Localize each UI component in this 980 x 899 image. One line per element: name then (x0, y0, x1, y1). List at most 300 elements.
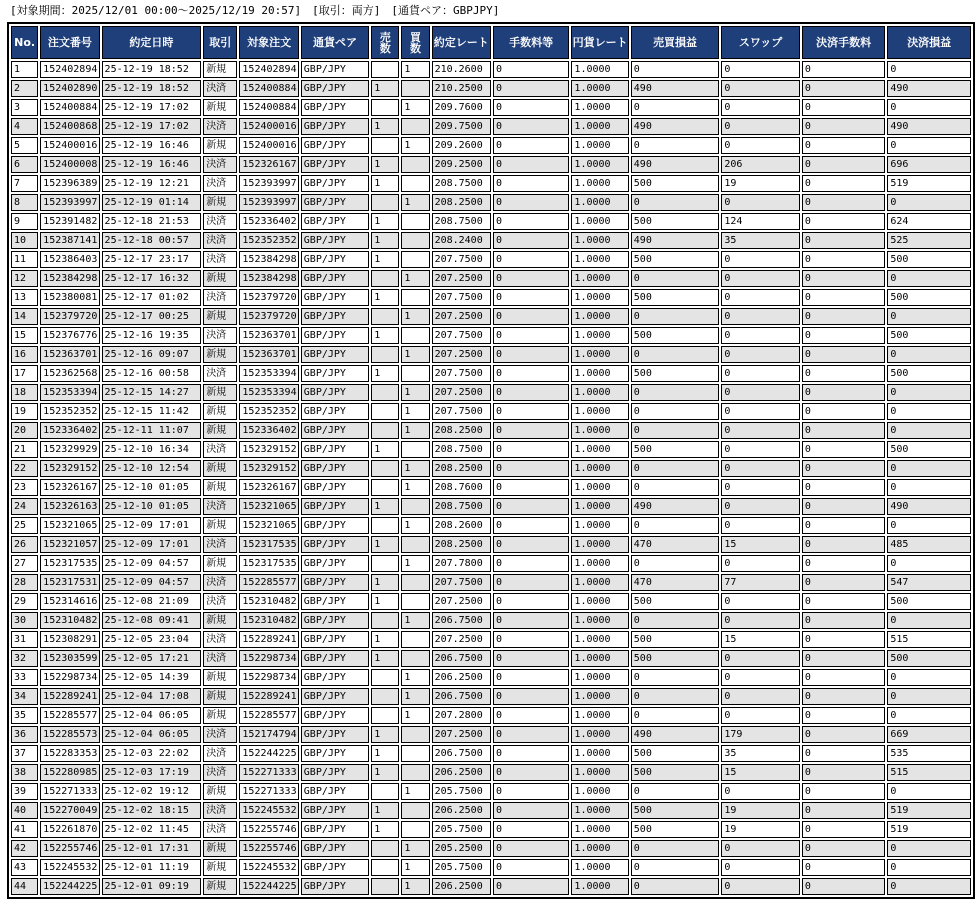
col-fee-cell: 0 (493, 555, 569, 572)
col-currency-pair-cell: GBP/JPY (301, 213, 369, 230)
col-trade-type-cell: 新規 (203, 194, 237, 211)
col-no-cell: 10 (11, 232, 38, 249)
col-settlement-pl-cell: 525 (887, 232, 971, 249)
col-sell-qty-cell: 1 (371, 631, 399, 648)
col-trade-type-cell: 決済 (203, 232, 237, 249)
col-settlement-fee-cell: 0 (802, 821, 886, 838)
col-settlement-fee-cell: 0 (802, 289, 886, 306)
col-swap-cell: 206 (721, 156, 800, 173)
col-exec-datetime-cell: 25-12-16 19:35 (102, 327, 202, 344)
col-exec-rate-cell: 206.7500 (432, 650, 491, 667)
col-settlement-pl-cell: 519 (887, 175, 971, 192)
col-sell-qty-cell: 1 (371, 802, 399, 819)
col-trade-type-cell: 新規 (203, 308, 237, 325)
col-trade-type-cell: 決済 (203, 175, 237, 192)
col-no-cell: 21 (11, 441, 38, 458)
col-exec-datetime-cell: 25-12-09 04:57 (102, 555, 202, 572)
col-target-order-cell: 152400884 (239, 80, 298, 97)
col-order-number-cell: 152391482 (40, 213, 99, 230)
col-swap-cell: 15 (721, 536, 800, 553)
col-no-cell: 17 (11, 365, 38, 382)
table-row (11, 251, 971, 268)
col-jpy-rate-cell: 1.0000 (571, 650, 628, 667)
col-exec-rate-cell: 207.2500 (432, 593, 491, 610)
col-exec-rate-cell: 205.7500 (432, 783, 491, 800)
table-row (11, 669, 971, 686)
col-trade-type-header: 取引 (203, 26, 237, 59)
col-order-number-cell: 152321057 (40, 536, 99, 553)
table-row (11, 308, 971, 325)
col-settlement-fee-cell: 0 (802, 137, 886, 154)
col-swap-cell: 0 (721, 441, 800, 458)
col-trade-pl-cell: 0 (631, 688, 720, 705)
col-exec-datetime-cell: 25-12-17 23:17 (102, 251, 202, 268)
col-sell-qty-cell: 1 (371, 536, 399, 553)
col-fee-cell: 0 (493, 460, 569, 477)
col-settlement-fee-cell: 0 (802, 156, 886, 173)
col-trade-type-cell: 新規 (203, 707, 237, 724)
col-settlement-fee-cell: 0 (802, 422, 886, 439)
col-trade-pl-cell: 470 (631, 574, 720, 591)
col-exec-rate-cell: 206.2500 (432, 669, 491, 686)
table-row (11, 593, 971, 610)
col-no-cell: 30 (11, 612, 38, 629)
col-jpy-rate-cell: 1.0000 (571, 289, 628, 306)
col-target-order-cell: 152402894 (239, 61, 298, 78)
col-no-cell: 4 (11, 118, 38, 135)
col-exec-datetime-cell: 25-12-08 09:41 (102, 612, 202, 629)
col-jpy-rate-cell: 1.0000 (571, 137, 628, 154)
col-target-order-cell: 152353394 (239, 384, 298, 401)
col-trade-type-cell: 新規 (203, 840, 237, 857)
col-currency-pair-cell: GBP/JPY (301, 289, 369, 306)
table-row (11, 517, 971, 534)
col-buy-qty-cell (401, 821, 429, 838)
col-exec-rate-cell: 208.2600 (432, 517, 491, 534)
col-sell-qty-cell: 1 (371, 251, 399, 268)
col-settlement-pl-cell: 669 (887, 726, 971, 743)
col-exec-datetime-cell: 25-12-19 01:14 (102, 194, 202, 211)
col-trade-pl-cell: 0 (631, 194, 720, 211)
col-order-number-cell: 152400016 (40, 137, 99, 154)
col-swap-cell: 0 (721, 593, 800, 610)
col-exec-rate-cell: 207.2500 (432, 270, 491, 287)
col-settlement-pl-cell: 500 (887, 327, 971, 344)
col-buy-qty-cell: 1 (401, 707, 429, 724)
col-currency-pair-cell: GBP/JPY (301, 460, 369, 477)
col-settlement-pl-cell: 519 (887, 821, 971, 838)
col-exec-rate-cell: 206.7500 (432, 688, 491, 705)
col-target-order-cell: 152174794 (239, 726, 298, 743)
col-target-order-cell: 152393997 (239, 175, 298, 192)
col-target-order-cell: 152329152 (239, 441, 298, 458)
col-target-order-cell: 152379720 (239, 289, 298, 306)
col-jpy-rate-cell: 1.0000 (571, 365, 628, 382)
col-swap-cell: 0 (721, 517, 800, 534)
col-exec-datetime-cell: 25-12-09 17:01 (102, 536, 202, 553)
table-row (11, 441, 971, 458)
col-exec-rate-cell: 208.2500 (432, 460, 491, 477)
col-trade-type-cell: 新規 (203, 346, 237, 363)
col-no-cell: 3 (11, 99, 38, 116)
col-currency-pair-cell: GBP/JPY (301, 688, 369, 705)
col-settlement-pl-cell: 0 (887, 878, 971, 895)
col-swap-cell: 124 (721, 213, 800, 230)
col-no-cell: 41 (11, 821, 38, 838)
col-buy-qty-cell: 1 (401, 859, 429, 876)
col-order-number-cell: 152329152 (40, 460, 99, 477)
col-exec-rate-cell: 206.2500 (432, 802, 491, 819)
col-order-number-cell: 152245532 (40, 859, 99, 876)
col-sell-qty-cell (371, 61, 399, 78)
col-order-number-cell: 152363701 (40, 346, 99, 363)
col-trade-pl-cell: 490 (631, 726, 720, 743)
col-settlement-fee-cell: 0 (802, 783, 886, 800)
col-no-cell: 42 (11, 840, 38, 857)
col-trade-type-cell: 新規 (203, 783, 237, 800)
col-settlement-fee-cell: 0 (802, 764, 886, 781)
table-row (11, 726, 971, 743)
col-fee-cell: 0 (493, 308, 569, 325)
col-target-order-cell: 152393997 (239, 194, 298, 211)
col-exec-rate-cell: 206.7500 (432, 745, 491, 762)
col-target-order-cell: 152400884 (239, 99, 298, 116)
col-settlement-fee-cell: 0 (802, 612, 886, 629)
col-buy-qty-cell (401, 593, 429, 610)
col-exec-rate-cell: 208.2500 (432, 536, 491, 553)
col-trade-pl-cell: 0 (631, 460, 720, 477)
col-trade-pl-cell: 0 (631, 707, 720, 724)
col-fee-cell: 0 (493, 612, 569, 629)
col-target-order-cell: 152245532 (239, 859, 298, 876)
table-row (11, 555, 971, 572)
col-buy-qty-cell: 1 (401, 99, 429, 116)
col-settlement-pl-cell: 0 (887, 61, 971, 78)
col-exec-rate-cell: 207.2800 (432, 707, 491, 724)
col-swap-cell: 0 (721, 422, 800, 439)
table-body (11, 61, 971, 895)
col-target-order-header: 対象注文 (239, 26, 298, 59)
col-buy-qty-cell: 1 (401, 517, 429, 534)
col-settlement-pl-cell: 0 (887, 783, 971, 800)
col-swap-cell: 0 (721, 61, 800, 78)
col-sell-qty-cell: 1 (371, 574, 399, 591)
col-buy-qty-cell (401, 80, 429, 97)
col-fee-cell: 0 (493, 745, 569, 762)
col-swap-cell: 0 (721, 669, 800, 686)
col-jpy-rate-cell: 1.0000 (571, 498, 628, 515)
col-fee-cell: 0 (493, 61, 569, 78)
col-fee-cell: 0 (493, 270, 569, 287)
col-currency-pair-cell: GBP/JPY (301, 764, 369, 781)
col-buy-qty-cell: 1 (401, 194, 429, 211)
col-trade-type-cell: 決済 (203, 631, 237, 648)
col-swap-cell: 0 (721, 80, 800, 97)
col-target-order-cell: 152317535 (239, 536, 298, 553)
col-trade-pl-cell: 0 (631, 479, 720, 496)
col-jpy-rate-cell: 1.0000 (571, 574, 628, 591)
col-settlement-pl-cell: 0 (887, 688, 971, 705)
col-target-order-cell: 152317535 (239, 555, 298, 572)
col-jpy-rate-cell: 1.0000 (571, 612, 628, 629)
col-order-number-cell: 152386403 (40, 251, 99, 268)
col-target-order-cell: 152363701 (239, 346, 298, 363)
col-settlement-pl-cell: 624 (887, 213, 971, 230)
col-buy-qty-cell: 1 (401, 403, 429, 420)
col-target-order-cell: 152289241 (239, 688, 298, 705)
col-exec-rate-cell: 210.2500 (432, 80, 491, 97)
col-buy-qty-cell (401, 327, 429, 344)
col-sell-qty-cell (371, 384, 399, 401)
col-currency-pair-cell: GBP/JPY (301, 498, 369, 515)
col-exec-rate-cell: 209.7600 (432, 99, 491, 116)
col-buy-qty-cell: 1 (401, 840, 429, 857)
col-sell-qty-cell (371, 99, 399, 116)
table-row (11, 574, 971, 591)
col-jpy-rate-cell: 1.0000 (571, 422, 628, 439)
col-exec-datetime-cell: 25-12-17 16:32 (102, 270, 202, 287)
col-no-cell: 5 (11, 137, 38, 154)
col-no-cell: 15 (11, 327, 38, 344)
col-trade-pl-cell: 500 (631, 327, 720, 344)
col-swap-cell: 0 (721, 251, 800, 268)
col-settlement-fee-cell: 0 (802, 745, 886, 762)
col-trade-pl-cell: 490 (631, 80, 720, 97)
col-buy-qty-cell (401, 764, 429, 781)
col-fee-cell: 0 (493, 764, 569, 781)
col-exec-datetime-cell: 25-12-18 00:57 (102, 232, 202, 249)
table-row (11, 118, 971, 135)
col-target-order-cell: 152245532 (239, 802, 298, 819)
col-jpy-rate-cell: 1.0000 (571, 802, 628, 819)
col-exec-rate-cell: 205.2500 (432, 840, 491, 857)
col-exec-datetime-cell: 25-12-10 16:34 (102, 441, 202, 458)
col-trade-pl-cell: 500 (631, 251, 720, 268)
col-trade-pl-cell: 0 (631, 346, 720, 363)
col-currency-pair-cell: GBP/JPY (301, 403, 369, 420)
col-sell-qty-cell (371, 460, 399, 477)
col-no-cell: 33 (11, 669, 38, 686)
col-exec-rate-cell: 205.7500 (432, 821, 491, 838)
col-exec-datetime-cell: 25-12-09 04:57 (102, 574, 202, 591)
col-exec-datetime-cell: 25-12-02 18:15 (102, 802, 202, 819)
col-trade-pl-cell: 500 (631, 175, 720, 192)
col-fee-cell: 0 (493, 479, 569, 496)
table-row (11, 175, 971, 192)
table-header-row (11, 26, 971, 59)
col-no-cell: 2 (11, 80, 38, 97)
col-jpy-rate-cell: 1.0000 (571, 270, 628, 287)
col-buy-qty-cell (401, 745, 429, 762)
col-currency-pair-cell: GBP/JPY (301, 232, 369, 249)
col-sell-qty-cell (371, 840, 399, 857)
col-currency-pair-cell: GBP/JPY (301, 80, 369, 97)
col-swap-cell: 15 (721, 631, 800, 648)
col-order-number-cell: 152329929 (40, 441, 99, 458)
col-exec-rate-cell: 206.2500 (432, 764, 491, 781)
table-row (11, 403, 971, 420)
col-fee-cell: 0 (493, 118, 569, 135)
col-buy-qty-header: 買数 (401, 26, 429, 59)
col-exec-rate-cell: 207.7500 (432, 403, 491, 420)
col-settlement-pl-cell: 485 (887, 536, 971, 553)
col-fee-cell: 0 (493, 688, 569, 705)
col-currency-pair-cell: GBP/JPY (301, 555, 369, 572)
col-fee-cell: 0 (493, 707, 569, 724)
col-buy-qty-cell (401, 802, 429, 819)
col-swap-cell: 0 (721, 859, 800, 876)
col-currency-pair-cell: GBP/JPY (301, 365, 369, 382)
trade-history-table (7, 22, 975, 899)
col-swap-cell: 77 (721, 574, 800, 591)
col-buy-qty-cell (401, 289, 429, 306)
col-buy-qty-cell (401, 631, 429, 648)
col-currency-pair-cell: GBP/JPY (301, 859, 369, 876)
col-sell-qty-cell: 1 (371, 593, 399, 610)
col-order-number-cell: 152393997 (40, 194, 99, 211)
col-fee-cell: 0 (493, 384, 569, 401)
col-settlement-fee-header: 決済手数料 (802, 26, 886, 59)
col-trade-type-cell: 新規 (203, 137, 237, 154)
table-row (11, 688, 971, 705)
col-currency-pair-cell: GBP/JPY (301, 441, 369, 458)
col-trade-type-cell: 決済 (203, 118, 237, 135)
table-row (11, 156, 971, 173)
col-order-number-cell: 152387141 (40, 232, 99, 249)
table-row (11, 289, 971, 306)
col-no-cell: 7 (11, 175, 38, 192)
col-no-cell: 28 (11, 574, 38, 591)
col-settlement-pl-cell: 0 (887, 517, 971, 534)
col-exec-rate-cell: 207.7800 (432, 555, 491, 572)
col-exec-datetime-cell: 25-12-19 16:46 (102, 156, 202, 173)
table-row (11, 422, 971, 439)
col-no-cell: 24 (11, 498, 38, 515)
col-settlement-fee-cell: 0 (802, 346, 886, 363)
col-fee-cell: 0 (493, 517, 569, 534)
col-no-cell: 1 (11, 61, 38, 78)
col-sell-qty-cell (371, 270, 399, 287)
col-sell-qty-cell (371, 859, 399, 876)
col-settlement-pl-cell: 0 (887, 422, 971, 439)
col-currency-pair-cell: GBP/JPY (301, 308, 369, 325)
col-settlement-fee-cell: 0 (802, 878, 886, 895)
col-trade-type-cell: 新規 (203, 517, 237, 534)
col-target-order-cell: 152336402 (239, 422, 298, 439)
col-sell-qty-cell (371, 878, 399, 895)
col-buy-qty-cell: 1 (401, 422, 429, 439)
col-jpy-rate-cell: 1.0000 (571, 840, 628, 857)
col-trade-pl-cell: 470 (631, 536, 720, 553)
table-row (11, 232, 971, 249)
col-settlement-pl-cell: 0 (887, 460, 971, 477)
col-jpy-rate-cell: 1.0000 (571, 821, 628, 838)
col-jpy-rate-cell: 1.0000 (571, 479, 628, 496)
col-settlement-pl-cell: 500 (887, 251, 971, 268)
col-sell-qty-header: 売数 (371, 26, 399, 59)
col-buy-qty-cell: 1 (401, 669, 429, 686)
col-target-order-cell: 152271333 (239, 783, 298, 800)
col-sell-qty-cell: 1 (371, 650, 399, 667)
table-row (11, 384, 971, 401)
col-exec-datetime-cell: 25-12-16 00:58 (102, 365, 202, 382)
col-swap-cell: 0 (721, 555, 800, 572)
col-trade-type-cell: 新規 (203, 612, 237, 629)
col-exec-datetime-cell: 25-12-01 09:19 (102, 878, 202, 895)
col-trade-pl-cell: 0 (631, 878, 720, 895)
col-no-cell: 8 (11, 194, 38, 211)
filter-summary: [対象期間：2025/12/01 00:00～2025/12/19 20:57] [取引：両方] [通貨ペア：GBPJPY] (10, 4, 500, 17)
col-currency-pair-cell: GBP/JPY (301, 137, 369, 154)
col-swap-cell: 35 (721, 232, 800, 249)
col-exec-rate-cell: 207.7500 (432, 574, 491, 591)
col-sell-qty-cell: 1 (371, 289, 399, 306)
table-row (11, 460, 971, 477)
col-settlement-pl-cell: 535 (887, 745, 971, 762)
col-trade-pl-cell: 500 (631, 441, 720, 458)
table-row (11, 536, 971, 553)
col-currency-pair-cell: GBP/JPY (301, 175, 369, 192)
col-swap-cell: 15 (721, 764, 800, 781)
col-settlement-fee-cell: 0 (802, 802, 886, 819)
col-trade-pl-cell: 500 (631, 764, 720, 781)
col-settlement-pl-cell: 490 (887, 498, 971, 515)
col-buy-qty-cell (401, 441, 429, 458)
col-buy-qty-cell: 1 (401, 384, 429, 401)
col-trade-pl-cell: 0 (631, 517, 720, 534)
col-sell-qty-cell (371, 707, 399, 724)
col-settlement-pl-header: 決済損益 (887, 26, 971, 59)
col-exec-datetime-cell: 25-12-15 14:27 (102, 384, 202, 401)
col-order-number-cell: 152402894 (40, 61, 99, 78)
col-trade-type-cell: 決済 (203, 213, 237, 230)
table-row (11, 61, 971, 78)
col-fee-cell: 0 (493, 783, 569, 800)
col-currency-pair-cell: GBP/JPY (301, 669, 369, 686)
col-settlement-pl-cell: 0 (887, 346, 971, 363)
col-buy-qty-cell: 1 (401, 612, 429, 629)
col-currency-pair-cell: GBP/JPY (301, 118, 369, 135)
col-trade-type-cell: 新規 (203, 669, 237, 686)
table-row (11, 612, 971, 629)
col-no-cell: 38 (11, 764, 38, 781)
col-exec-datetime-cell: 25-12-11 11:07 (102, 422, 202, 439)
col-currency-pair-cell: GBP/JPY (301, 536, 369, 553)
col-no-cell: 32 (11, 650, 38, 667)
col-currency-pair-cell: GBP/JPY (301, 327, 369, 344)
col-swap-cell: 0 (721, 498, 800, 515)
col-jpy-rate-cell: 1.0000 (571, 764, 628, 781)
col-jpy-rate-cell: 1.0000 (571, 403, 628, 420)
col-settlement-fee-cell: 0 (802, 308, 886, 325)
col-target-order-cell: 152336402 (239, 213, 298, 230)
table-row (11, 802, 971, 819)
table-row (11, 631, 971, 648)
table-row (11, 194, 971, 211)
col-buy-qty-cell (401, 213, 429, 230)
col-swap-cell: 0 (721, 194, 800, 211)
col-exec-datetime-cell: 25-12-17 01:02 (102, 289, 202, 306)
col-jpy-rate-cell: 1.0000 (571, 384, 628, 401)
col-trade-pl-cell: 0 (631, 840, 720, 857)
col-trade-type-cell: 新規 (203, 99, 237, 116)
col-settlement-pl-cell: 0 (887, 137, 971, 154)
col-trade-type-cell: 決済 (203, 498, 237, 515)
col-sell-qty-cell: 1 (371, 441, 399, 458)
col-fee-cell: 0 (493, 593, 569, 610)
col-exec-datetime-cell: 25-12-19 17:02 (102, 118, 202, 135)
col-trade-pl-cell: 490 (631, 156, 720, 173)
